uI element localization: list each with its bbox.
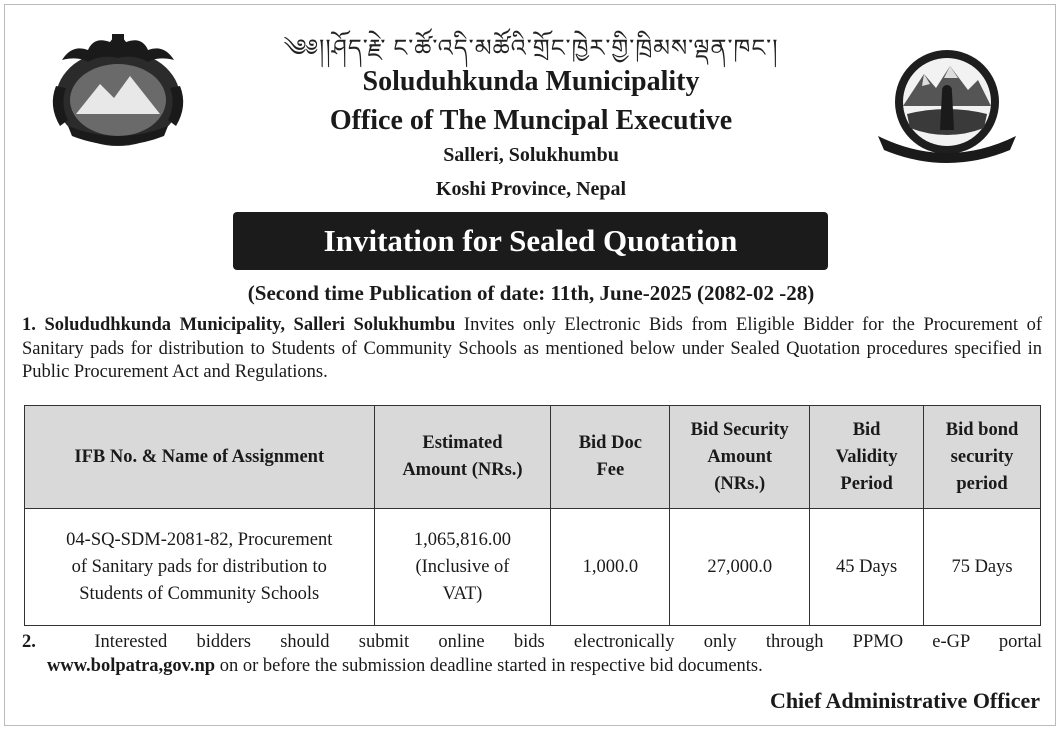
- cell-estimated-amount: 1,065,816.00 (Inclusive of VAT): [374, 509, 551, 626]
- address-line-2: Koshi Province, Nepal: [435, 178, 627, 200]
- signature: Chief Administrative Officer: [769, 688, 1040, 713]
- table-header-row: [25, 406, 1041, 509]
- office-name: Office of The Muncipal Executive: [329, 105, 733, 136]
- cell-ifb: 04-SQ-SDM-2081-82, Procurement of Sanitary pads for distribution to Students of Community Schools: [25, 509, 375, 626]
- bid-table: [24, 405, 1041, 626]
- table-row: [25, 509, 1041, 626]
- header-bid-doc-fee: Bid Doc Fee: [551, 406, 670, 509]
- cell-bid-doc-fee: 1,000.0: [551, 509, 670, 626]
- paragraph-1-text: Invites only Electronic Bids from Eligible Bidder for the Procurement of Sanitary pads for distribution to Students of Community Schools as mentioned below under Sealed Quotation procedures specified in Public Procurement Act and Regulations.: [22, 315, 1042, 382]
- header-bid-security: Bid Security Amount (NRs.): [670, 406, 810, 509]
- paragraph-1-bold: Solududhkunda Municipality, Salleri Solukhumbu: [44, 315, 456, 335]
- address-line-1: Salleri, Solukhumbu: [443, 144, 619, 166]
- paragraph-2-number: 2.: [22, 632, 36, 652]
- paragraph-1-number: 1.: [22, 315, 36, 335]
- notice-title-banner: Invitation for Sealed Quotation: [233, 212, 828, 270]
- paragraph-1: [22, 314, 1042, 385]
- paragraph-2: [22, 630, 1042, 678]
- municipality-name: Soluduhkunda Municipality: [362, 66, 700, 97]
- cell-bid-validity: 45 Days: [810, 509, 924, 626]
- paragraph-2-line-2: www.bolpatra,gov.np on or before the submission deadline started in respective bid documents.: [47, 656, 763, 676]
- header-bid-validity: Bid Validity Period: [810, 406, 924, 509]
- cell-bid-security: 27,000.0: [670, 509, 810, 626]
- header-estimated-amount: Estimated Amount (NRs.): [374, 406, 551, 509]
- cell-bid-bond: 75 Days: [924, 509, 1041, 626]
- header-ifb: IFB No. & Name of Assignment: [25, 406, 375, 509]
- header-bid-bond: Bid bond security period: [924, 406, 1041, 509]
- publication-subtitle: (Second time Publication of date: 11th, June-2025 (2082-02 -28): [247, 281, 815, 305]
- paragraph-2-line-1: 2. Interested bidders should submit online bids electronically only through PPMO e-GP portal: [22, 632, 1043, 652]
- bolpatra-link[interactable]: www.bolpatra,gov.np: [47, 656, 216, 676]
- tibetan-header-text: ༄༅།།ཤོད་རྗེ་ ང་ཚོ་འདི་མཚོའི་གྲོང་ཁྱེར་གྱི་ཁྲིམས་ལྡན་ཁང་།: [283, 36, 779, 62]
